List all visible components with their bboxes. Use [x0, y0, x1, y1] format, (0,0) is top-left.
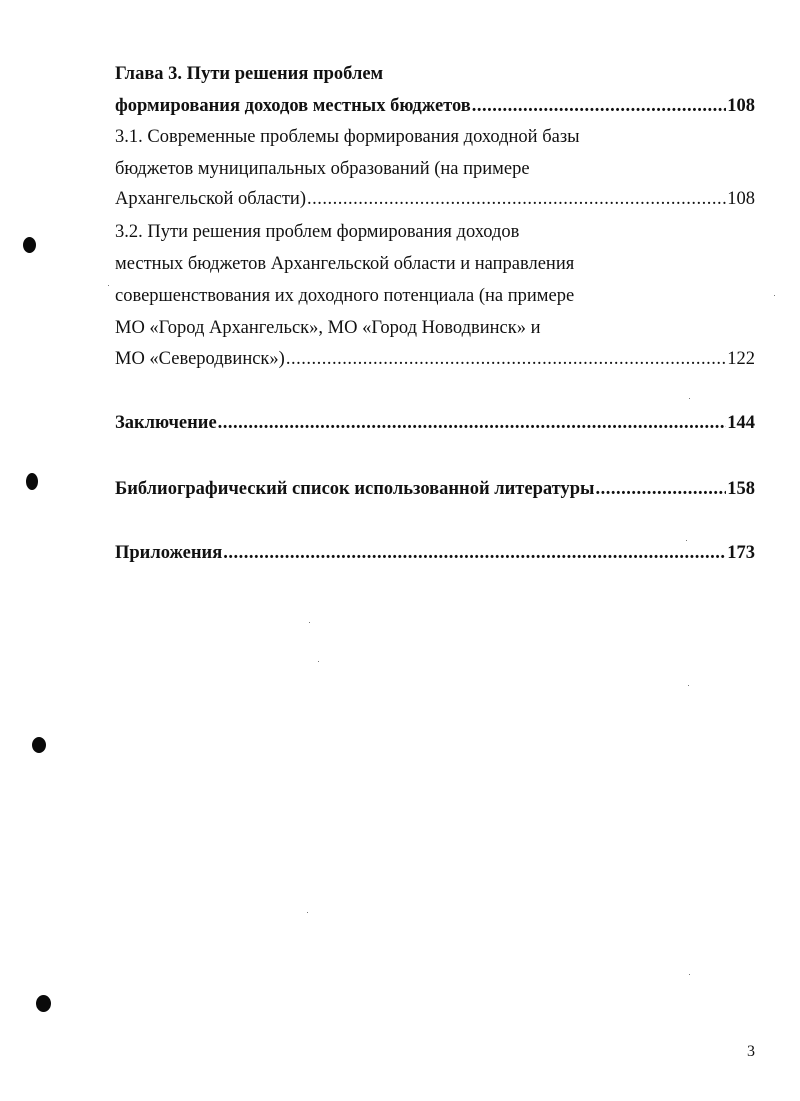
scan-speck: [108, 285, 109, 286]
toc-appendices-page: 173: [727, 543, 755, 563]
dot-leader: [218, 412, 727, 434]
dot-leader: [223, 542, 726, 564]
punch-hole: [26, 473, 38, 490]
toc-appendices-title: Приложения: [115, 543, 223, 563]
toc-section-3-2-line3: совершенствования их доходного потенциала (на примере: [115, 286, 575, 306]
toc-chapter3-title-line1: Глава 3. Пути решения проблем: [115, 64, 384, 84]
toc-entry-bibliography: [115, 478, 755, 500]
toc-bibliography-title: Библиографический список использованной литературы: [115, 479, 595, 499]
toc-conclusion-title: Заключение: [115, 413, 217, 433]
toc-chapter3-title-line2: формирования доходов местных бюджетов: [115, 96, 471, 116]
page-number: 3: [747, 1043, 755, 1060]
toc-entry-section-3-2: [115, 348, 755, 370]
dot-leader: [472, 95, 726, 117]
toc-section-3-2-line4: МО «Город Архангельск», МО «Город Новодвинск» и: [115, 318, 541, 338]
toc-section-3-1-line2: бюджетов муниципальных образований (на примере: [115, 159, 530, 179]
dot-leader: [595, 478, 726, 500]
toc-entry-conclusion: [115, 412, 755, 434]
toc-section-3-1-line1: 3.1. Современные проблемы формирования доходной базы: [115, 127, 580, 147]
scan-speck: [318, 661, 319, 662]
punch-hole: [23, 237, 36, 253]
toc-entry-appendices: [115, 542, 755, 564]
punch-hole: [32, 737, 46, 753]
toc-conclusion-page: 144: [727, 413, 755, 433]
scan-speck: [309, 622, 310, 623]
toc-entry-section-3-1: [115, 188, 755, 210]
scan-speck: [774, 295, 775, 296]
toc-section-3-2-page: 122: [727, 349, 755, 369]
toc-section-3-1-page: 108: [727, 189, 755, 209]
dot-leader: [286, 348, 726, 370]
toc-chapter3-page: 108: [727, 96, 755, 116]
toc-section-3-1-line3: Архангельской области): [115, 189, 306, 209]
scan-speck: [307, 912, 308, 913]
toc-section-3-2-line5: МО «Северодвинск»): [115, 349, 285, 369]
scan-speck: [688, 685, 689, 686]
toc-bibliography-page: 158: [727, 479, 755, 499]
dot-leader: [307, 188, 726, 210]
punch-hole: [36, 995, 51, 1012]
scan-speck: [686, 540, 687, 541]
toc-section-3-2-line1: 3.2. Пути решения проблем формирования доходов: [115, 222, 520, 242]
toc-entry-chapter3: [115, 95, 755, 117]
scan-speck: [689, 398, 690, 399]
toc-section-3-2-line2: местных бюджетов Архангельской области и направления: [115, 254, 575, 274]
scan-speck: [689, 974, 690, 975]
